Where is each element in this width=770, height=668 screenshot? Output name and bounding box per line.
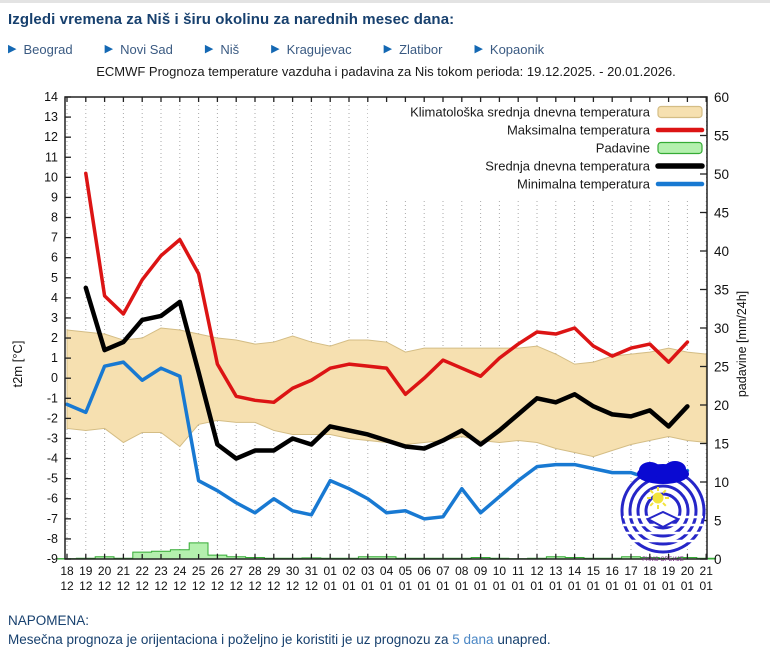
city-links [8,42,770,57]
x-day-label: 11 [511,564,525,578]
x-month-label: 01 [398,579,413,593]
legend-label: Padavine [595,140,650,156]
right-tick-label: 45 [714,205,730,221]
left-tick-label: -3 [46,431,58,446]
x-month-label: 12 [248,579,262,593]
x-day-label: 22 [135,564,149,578]
right-tick-label: 20 [714,398,730,413]
x-month-label: 01 [530,579,544,593]
x-month-label: 01 [680,579,695,593]
x-month-label: 12 [285,579,300,593]
right-tick-label: 40 [714,244,730,259]
legend-swatch [658,107,702,118]
top-border [0,0,770,3]
x-day-label: 27 [229,564,243,578]
right-tick-label: 0 [714,552,722,567]
right-tick-label: 60 [714,90,730,105]
x-month-label: 12 [304,579,319,593]
city-link-label: Kopaonik [489,42,545,57]
note [8,613,770,647]
city-link-label: Beograd [23,42,73,57]
x-month-label: 01 [379,579,394,593]
x-month-label: 01 [417,579,431,593]
arrow-icon: ▶ [271,43,280,55]
right-tick-label: 30 [714,321,730,336]
x-day-label: 28 [248,564,262,578]
logo-sun-icon [653,493,664,504]
city-link-beograd[interactable] [8,42,73,57]
left-tick-label: -9 [46,552,58,566]
left-tick-label: 11 [45,150,58,165]
climatology-band [67,328,706,457]
left-tick-label: -4 [46,451,58,466]
x-day-label: 21 [699,564,713,578]
x-day-label: 21 [116,564,131,578]
x-month-label: 12 [229,579,243,593]
page-title: Izgledi vremena za Niš i širu okolinu za narednih mesec dana: [8,11,455,28]
x-day-label: 15 [586,564,601,578]
legend-label: Minimalna temperatura [517,176,650,192]
x-month-label: 01 [586,579,601,593]
legend-label: Srednja dnevna temperatura [485,158,650,174]
city-link-kopaonik[interactable] [474,42,544,57]
right-tick-label: 25 [714,359,730,375]
right-tick-label: 10 [714,475,730,490]
arrow-icon: ▶ [474,43,483,55]
legend-label: Klimatološka srednja dnevna temperatura [410,104,650,120]
x-month-label: 01 [361,579,375,593]
x-day-label: 13 [549,564,563,578]
legend-label: Maksimalna temperatura [506,122,650,138]
x-month-label: 12 [154,579,168,593]
right-tick-label: 50 [714,167,730,182]
x-month-label: 01 [624,579,638,593]
left-tick-label: -5 [46,471,58,486]
note-link-5-dana[interactable]: 5 dana [452,632,494,647]
left-tick-label: -6 [46,491,58,506]
left-tick-label: 2 [51,331,58,346]
x-day-label: 01 [323,564,337,578]
x-month-label: 01 [567,579,582,593]
x-day-label: 23 [154,564,168,578]
city-link-novi-sad[interactable] [105,42,173,57]
right-tick-label: 5 [714,513,722,529]
arrow-icon: ▶ [8,43,17,55]
x-month-label: 01 [492,579,507,593]
arrow-icon: ▶ [383,43,393,55]
x-day-label: 02 [342,564,356,578]
x-month-label: 01 [342,579,356,593]
x-day-label: 20 [97,564,112,578]
city-link-kragujevac[interactable] [271,42,352,57]
x-month-label: 01 [323,579,337,593]
x-day-label: 09 [473,564,488,578]
left-axis-title: t2m [°C] [10,340,25,388]
left-tick-label: 9 [51,190,58,205]
city-link-label: Niš [220,42,240,57]
x-month-label: 12 [116,579,131,593]
x-month-label: 12 [60,579,74,593]
x-day-label: 05 [398,564,413,578]
left-tick-label: -7 [46,511,58,526]
ecmwf-forecast-plot [0,59,770,607]
x-day-label: 31 [304,564,319,578]
legend-swatch [658,143,702,154]
x-month-label: 01 [661,579,676,593]
x-month-label: 01 [473,579,488,593]
x-day-label: 08 [455,564,469,578]
left-tick-label: 3 [51,310,58,325]
city-link-nis[interactable] [205,42,239,57]
x-day-label: 19 [79,564,93,578]
x-day-label: 16 [605,564,619,578]
x-month-label: 12 [210,579,225,593]
x-day-label: 17 [624,564,638,578]
city-link-label: Novi Sad [120,42,173,57]
chart-title: ECMWF Prognoza temperature vazduha i padavina za Nis tokom perioda: 19.12.2025. - 20.01.2026. [96,64,676,79]
x-month-label: 12 [97,579,112,593]
left-tick-label: 12 [44,130,58,145]
x-month-label: 01 [605,579,619,593]
x-day-label: 12 [530,564,544,578]
x-day-label: 19 [661,564,676,578]
left-tick-label: -1 [46,391,58,406]
x-month-label: 12 [135,579,149,593]
x-month-label: 12 [267,579,281,593]
logo-caption: РХМЗ СРБИЈЕ [642,557,684,563]
right-tick-label: 55 [714,128,730,144]
right-tick-label: 35 [714,282,730,298]
left-tick-label: 7 [51,230,58,245]
left-tick-label: 13 [44,110,58,125]
left-tick-label: 4 [51,290,58,305]
x-month-label: 12 [173,579,187,593]
x-day-label: 29 [267,564,281,578]
x-day-label: 26 [210,564,225,578]
x-month-label: 01 [455,579,469,593]
x-month-label: 01 [643,579,657,593]
city-link-zlatibor[interactable] [384,42,443,57]
x-day-label: 10 [492,564,507,578]
right-axis-title: padavine [mm/24h] [735,290,749,398]
city-link-label: Kragujevac [286,42,352,57]
x-month-label: 12 [79,579,93,593]
left-tick-label: 10 [44,170,58,185]
x-day-label: 24 [173,564,187,578]
forecast-chart [0,59,770,607]
right-tick-label: 15 [714,436,730,452]
x-day-label: 06 [417,564,431,578]
arrow-icon: ▶ [204,43,214,55]
x-day-label: 18 [60,564,74,578]
x-day-label: 07 [436,564,450,578]
note-heading: NAPOMENA: [8,613,90,628]
left-tick-label: 0 [51,371,58,386]
left-tick-label: 1 [51,351,58,366]
x-month-label: 01 [699,579,713,593]
x-day-label: 30 [285,564,300,578]
x-month-label: 01 [436,579,450,593]
x-month-label: 01 [511,579,525,593]
note-text: Mesečna prognoza je orijentaciona i poželjno je koristiti je uz prognozu za 5 dana unapred. [8,632,551,647]
left-tick-label: 14 [44,90,58,104]
left-tick-label: 6 [51,250,58,265]
left-tick-label: -8 [46,531,58,546]
arrow-icon: ▶ [104,43,114,55]
x-month-label: 12 [191,579,206,593]
x-day-label: 18 [643,564,657,578]
city-link-label: Zlatibor [399,42,443,57]
x-day-label: 20 [680,564,695,578]
left-tick-label: 8 [51,210,58,225]
x-day-label: 25 [191,564,206,578]
x-day-label: 04 [379,564,394,578]
x-month-label: 01 [549,579,563,593]
left-tick-label: -2 [46,411,58,426]
left-tick-label: 5 [51,270,58,285]
x-day-label: 14 [567,564,582,578]
x-day-label: 03 [361,564,375,578]
